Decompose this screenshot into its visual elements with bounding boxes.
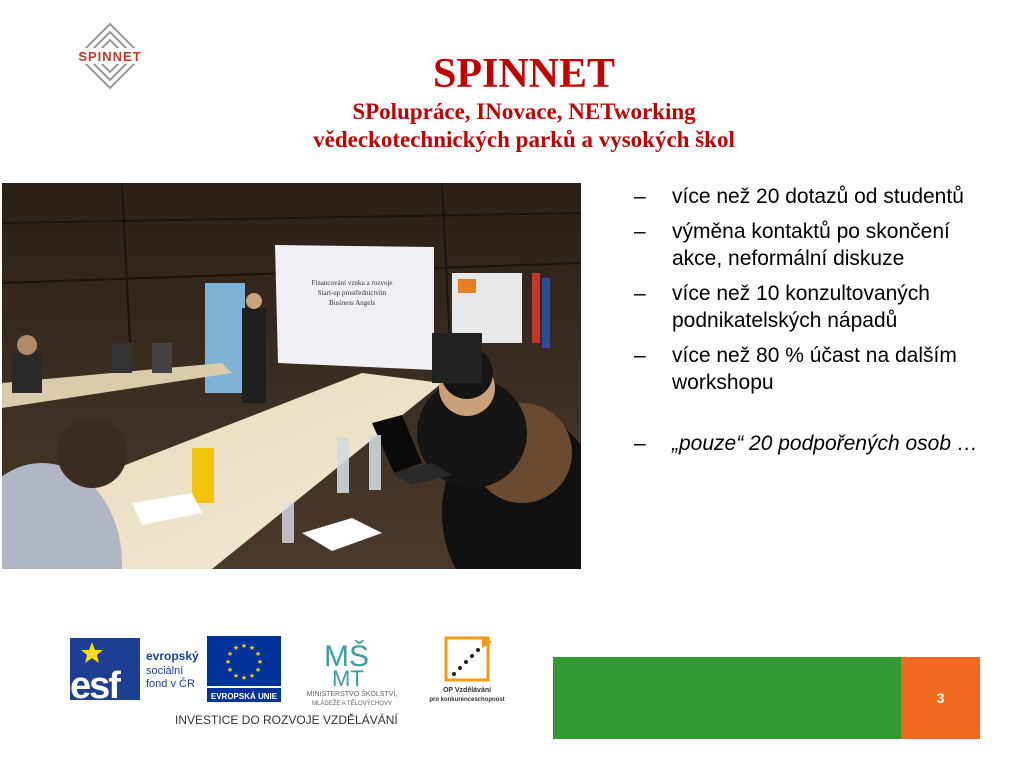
- bullet-text: více než 80 % účast na dalším workshopu: [672, 344, 957, 394]
- svg-text:★: ★: [256, 658, 264, 666]
- svg-text:★: ★: [254, 666, 262, 674]
- esf-line-1: evropský: [146, 649, 199, 663]
- screen-line-1: Financování vznku a rozvoje: [311, 279, 393, 287]
- workshop-photo: [2, 183, 581, 569]
- bullet-dash: –: [634, 185, 646, 208]
- title-block: [0, 50, 1024, 154]
- page-number-box: [901, 657, 980, 739]
- screen-line-3: Business Angels: [328, 299, 376, 307]
- svg-text:MT: MT: [332, 666, 364, 691]
- svg-text:★: ★: [254, 650, 262, 658]
- list-item: [634, 183, 994, 210]
- esf-big-text: esf: [70, 665, 119, 707]
- svg-text:★: ★: [248, 644, 256, 652]
- subtitle-line-1: SPolupráce, INovace, NETworking: [352, 99, 696, 124]
- esf-line-3: fond v ČR: [146, 678, 195, 690]
- list-item: [634, 218, 994, 272]
- bullet-text: více než 10 konzultovaných podnikatelských nápadů: [672, 282, 930, 332]
- green-footer-bar: [553, 657, 901, 739]
- bullet-list: [634, 183, 994, 465]
- svg-text:★: ★: [248, 672, 256, 680]
- page-number: 3: [936, 690, 945, 706]
- esf-line-2: sociální: [146, 665, 184, 677]
- op-logo: [429, 636, 504, 703]
- screen-line-2: Start-up prostřednictvím: [317, 289, 387, 297]
- eu-label: EVROPSKÁ UNIE: [210, 692, 278, 701]
- op-line-2: pro konkurenceschopnost: [429, 697, 505, 703]
- svg-text:★: ★: [232, 644, 240, 652]
- bullet-text: více než 20 dotazů od studentů: [672, 185, 964, 208]
- subtitle-line-2: vědeckotechnických parků a vysokých škol: [313, 127, 735, 152]
- svg-text:MŠ: MŠ: [324, 640, 369, 673]
- op-line-1: OP Vzdělávání: [442, 687, 492, 694]
- bullet-text: „pouze“ 20 podpořených osob …: [672, 432, 978, 455]
- bullet-text: výměna kontaktů po skončení akce, neformální diskuze: [672, 220, 950, 270]
- msmt-logo: [307, 639, 398, 707]
- list-item: [634, 280, 994, 334]
- spinnet-logo-text: SPINNET: [78, 49, 142, 64]
- svg-text:★: ★: [240, 642, 248, 650]
- bullet-dash: –: [634, 282, 646, 305]
- svg-text:★: ★: [226, 650, 234, 658]
- eu-flag-logo: [207, 636, 281, 702]
- bullet-dash: –: [634, 220, 646, 243]
- bullet-dash: –: [634, 432, 646, 455]
- msmt-line-2: MLÁDEŽE A TĚLOVÝCHOVY: [312, 701, 392, 707]
- svg-text:★: ★: [232, 672, 240, 680]
- list-item: [634, 430, 994, 457]
- esf-logo: [70, 638, 199, 707]
- page-title: SPINNET: [432, 51, 616, 97]
- svg-text:★: ★: [224, 658, 232, 666]
- msmt-line-1: MINISTERSTVO ŠKOLSTVÍ,: [306, 691, 398, 698]
- bullet-dash: –: [634, 344, 646, 367]
- list-item: [634, 342, 994, 396]
- svg-text:★: ★: [226, 666, 234, 674]
- investice-text: INVESTICE DO ROZVOJE VZDĚLÁVÁNÍ: [175, 713, 398, 727]
- svg-text:★: ★: [240, 674, 248, 682]
